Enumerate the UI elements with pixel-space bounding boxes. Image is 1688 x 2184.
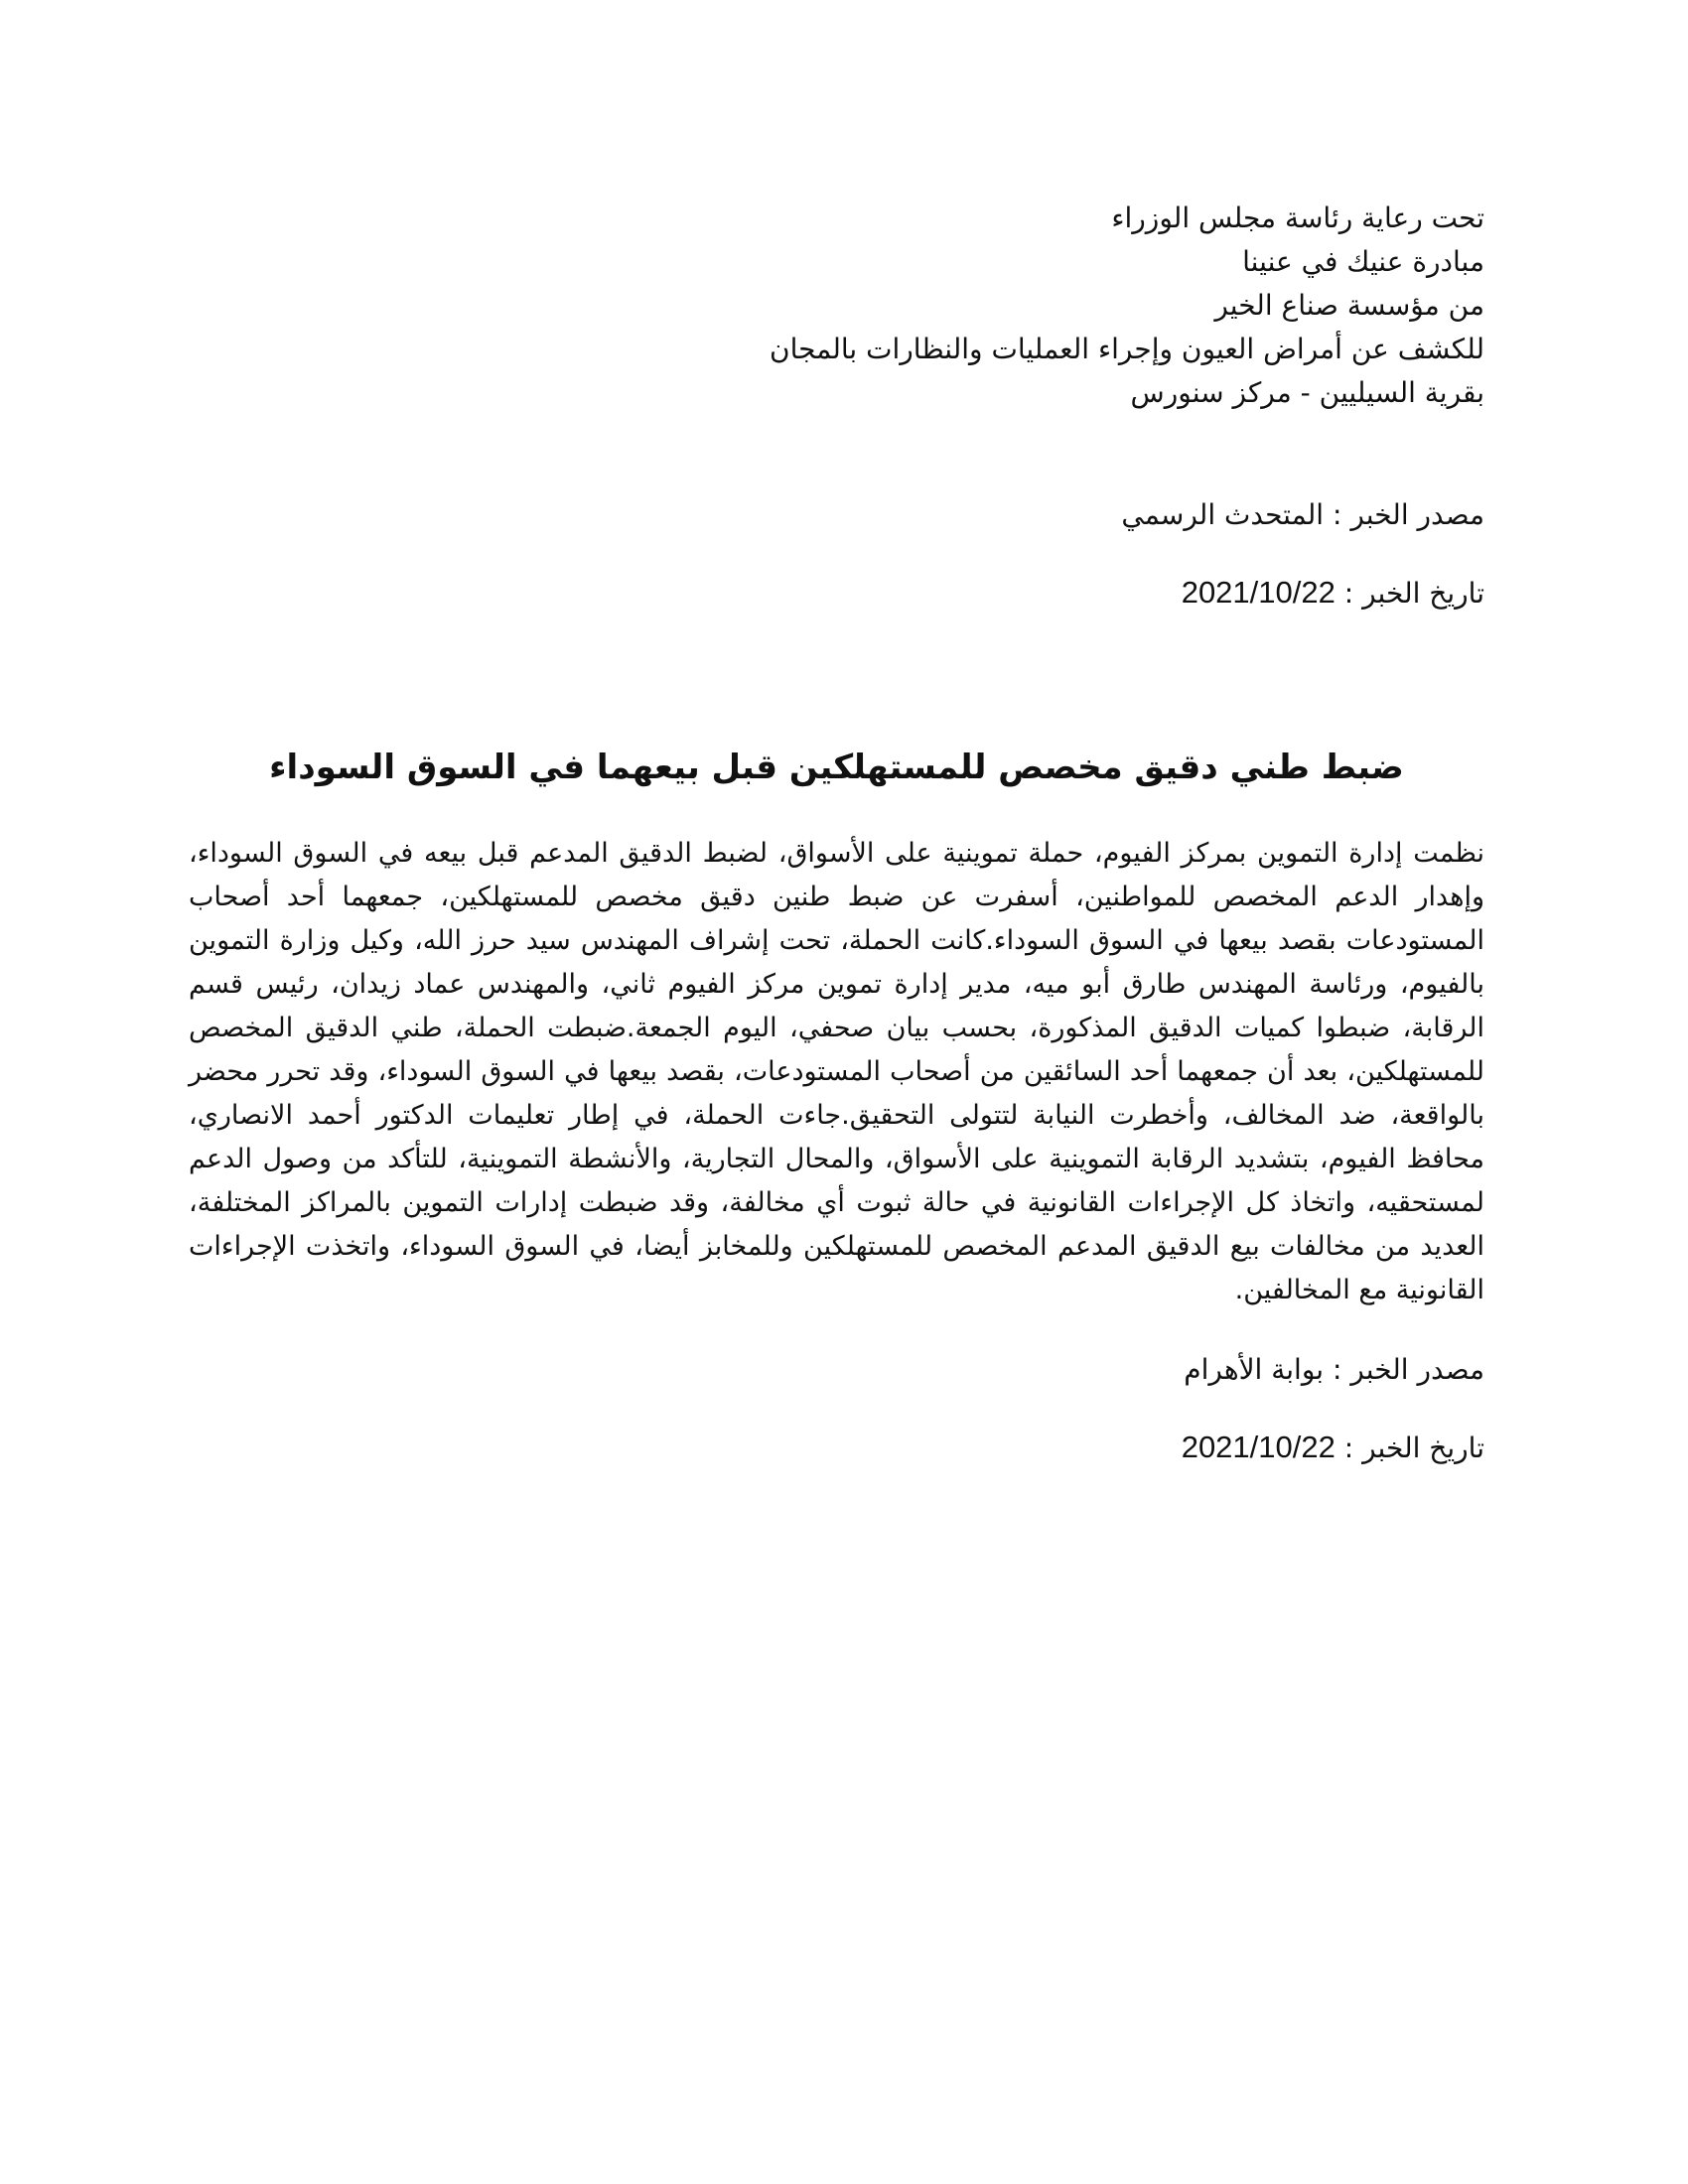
bottom-news-date [189, 1428, 1484, 1468]
header-line-organization: من مؤسسة صناع الخير [1214, 289, 1484, 322]
bottom-news-source: مصدر الخبر : بوابة الأهرام [1184, 1353, 1484, 1386]
top-news-source: مصدر الخبر : المتحدث الرسمي [1121, 498, 1484, 531]
top-news-date-value: 2021/10/22 [1181, 575, 1336, 610]
header-line-patronage: تحت رعاية رئاسة مجلس الوزراء [1111, 202, 1484, 234]
bottom-news-date-label: تاريخ الخبر : [1335, 1432, 1484, 1464]
header-line-initiative: مبادرة عنيك في عنينا [1242, 245, 1484, 278]
article-title: ضبط طني دقيق مخصص للمستهلكين قبل بيعهما في السوق السوداء [269, 748, 1404, 787]
top-news-date-label: تاريخ الخبر : [1335, 577, 1484, 610]
top-news-date [189, 573, 1484, 614]
bottom-news-date-value: 2021/10/22 [1181, 1430, 1336, 1464]
article-body: نظمت إدارة التموين بمركز الفيوم، حملة تموينية على الأسواق، لضبط الدقيق المدعم قبل بيعه في السوق السوداء، وإهدار الدعم المخصص للمواطنين، أسفرت عن ضبط طنين دقيق مخصص للمستهلكين، جمعهما أحد أصحاب المستودعات بقصد بيعها في السوق السوداء.كانت الحملة، تحت إشراف المهندس سيد حرز الله، وكيل وزارة التموين بالفيوم، ورئاسة المهندس طارق أبو ميه، مدير إدارة تموين مركز الفيوم ثاني، والمهندس عماد زيدان، رئيس قسم الرقابة، ضبطوا كميات الدقيق المذكورة، بحسب بيان صحفي، اليوم الجمعة.ضبطت الحملة، طني الدقيق المخصص للمستهلكين، بعد أن جمعهما أحد السائقين من أصحاب المستودعات، بقصد بيعها في السوق السوداء، وقد تحرر محضر بالواقعة، ضد المخالف، وأخطرت النيابة لتتولى التحقيق.جاءت الحملة، في إطار تعليمات الدكتور أحمد الانصاري، محافظ الفيوم، بتشديد الرقابة التموينية على الأسواق، والمحال التجارية، والأنشطة التموينية، للتأكد من وصول الدعم لمستحقيه، واتخاذ كل الإجراءات القانونية في حالة ثبوت أي مخالفة، وقد ضبطت إدارات التموين بالمراكز المختلفة، العديد من مخالفات بيع الدقيق المدعم المخصص للمستهلكين وللمخابز أيضا، في السوق السوداء، واتخذت الإجراءات القانونية مع المخالفين. [189, 838, 1484, 1305]
document-content [189, 197, 1484, 1468]
header-line-location: بقرية السيليين - مركز سنورس [1130, 376, 1484, 409]
header-block [189, 197, 1484, 415]
header-line-purpose: للكشف عن أمراض العيون وإجراء العمليات والنظارات بالمجان [770, 333, 1484, 365]
